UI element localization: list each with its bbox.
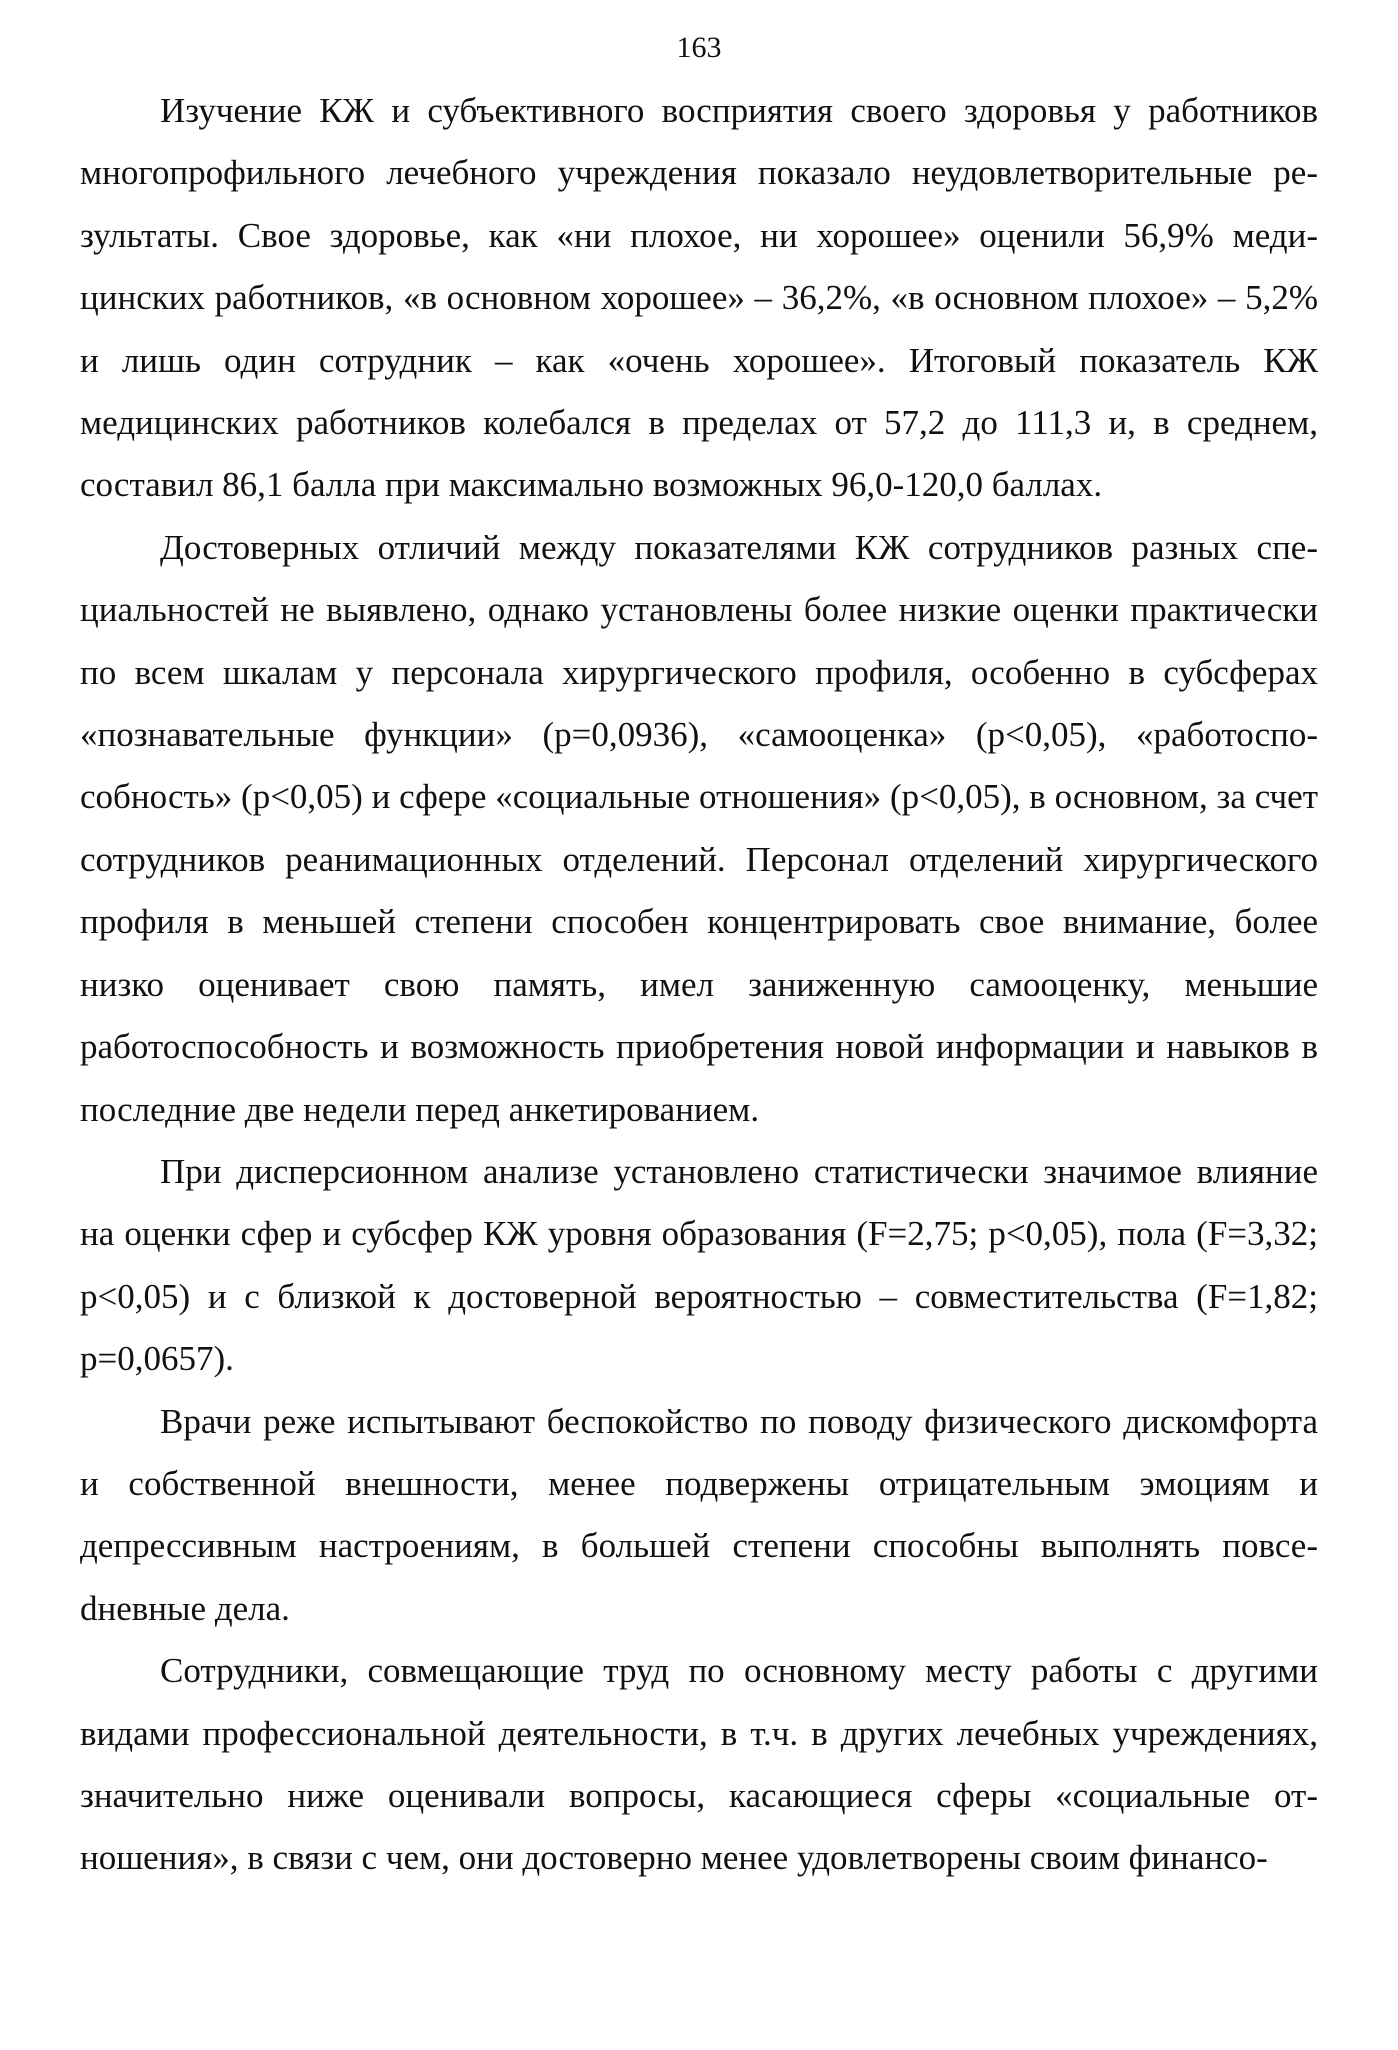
document-body [80, 80, 1318, 1890]
paragraph-part-time-staff: Сотрудники, совмещающие труд по основному месту работы с другими видами профессиональной деятельности, в т.ч. в других лечебных учреждениях, значительно ниже оценивали вопросы, касающиеся сферы «социальные отношения», в связи с чем, они достоверно менее удовлетворены своим финансо- [80, 1651, 1318, 1878]
paragraph-physicians: Врачи реже испытывают беспокойство по поводу физического дискомфорта и собственной внешности, менее подвержены отрицательным эмоциям и депрессивным настроениям, в большей степени способны выполнять повсеdневные дела. [80, 1401, 1318, 1628]
page-number: 163 [676, 31, 722, 64]
paragraph-specialty-differences: Достоверных отличий между показателями КЖ сотрудников разных специальностей не выявлено, однако установлены более низкие оценки практически по всем шкалам у персонала хирургического профиля, особенно в субсферах «познавательные функции» (р=0,0936), «самооценка» (р<0,05), «работоспособность» (р<0,05) и сфере «социальные отношения» (р<0,05), в основном, за счет сотрудников реанимационных отделений. Персонал отделений хирургического профиля в меньшей степени способен концентрировать свое внимание, более низко оценивает свою память, имел заниженную самооценку, меньшие работоспособность и возможность приобретения новой информации и навыков в последние две недели перед анкетированием. [80, 527, 1318, 1129]
paragraph-quality-of-life-assessment: Изучение КЖ и субъективного восприятия своего здоровья у работников многопрофильного лечебного учреждения показало неудовлетворительные результаты. Свое здоровье, как «ни плохое, ни хорошее» оценили 56,9% медицинских работников, «в основном хорошее» – 36,2%, «в основном плохое» – 5,2% и лишь один сотрудник – как «очень хорошее». Итоговый показатель КЖ медицинских работников колебался в пределах от 57,2 до 111,3 и, в среднем, составил 86,1 балла при максимально возможных 96,0-120,0 баллах. [80, 91, 1318, 505]
paragraph-variance-analysis: При дисперсионном анализе установлено статистически значимое влияние на оценки сфер и субсфер КЖ уровня образования (F=2,75; р<0,05), пола (F=3,32; р<0,05) и с близкой к достоверной вероятностью – совместительства (F=1,82; р=0,0657). [80, 1151, 1318, 1379]
